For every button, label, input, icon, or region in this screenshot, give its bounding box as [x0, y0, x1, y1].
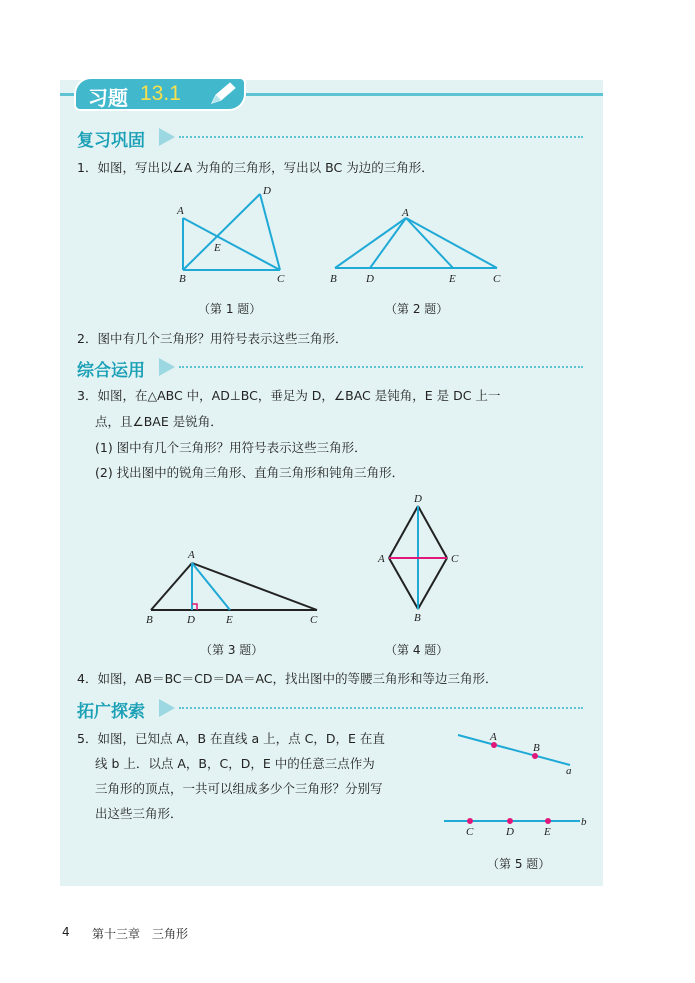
question-4: 4．如图，AB＝BC＝CD＝DA＝AC，找出图中的等腰三角形和等边三角形．: [77, 671, 498, 686]
section-explore-title: 拓广探索: [77, 702, 145, 722]
caption-figure-4: （第 4 题）: [385, 643, 449, 657]
question-5-line-4: 出这些三角形．: [95, 806, 183, 821]
fig5-label-c: C: [466, 826, 474, 838]
footer-chapter: 第十三章: [92, 927, 141, 941]
dotted-rule: [179, 366, 583, 368]
fig2-label-b: B: [330, 273, 337, 285]
fig1-label-d: D: [263, 185, 271, 197]
fig5-label-b: B: [533, 742, 540, 754]
banner-title: 习题: [88, 86, 128, 110]
fig4-label-a: A: [378, 553, 385, 565]
arrow-icon: [159, 358, 175, 376]
banner-number: 13.1: [140, 82, 181, 105]
fig2-label-e: E: [449, 273, 456, 285]
figure-1: [170, 184, 300, 284]
fig3-label-b: B: [146, 614, 153, 626]
fig5-label-a: A: [490, 731, 497, 743]
question-3-line-1: 3．如图，在△ABC 中，AD⊥BC，垂足为 D，∠BAC 是钝角，E 是 DC 上一: [77, 388, 501, 403]
fig4-label-c: C: [451, 553, 459, 565]
dotted-rule: [179, 707, 583, 709]
page-number: 4: [62, 925, 70, 939]
section-apply: [77, 356, 587, 381]
fig4-label-d: D: [414, 493, 422, 505]
section-review: [77, 126, 587, 151]
fig3-label-c: C: [310, 614, 318, 626]
fig2-label-a: A: [402, 207, 409, 219]
fig5-label-line-b: b: [581, 816, 587, 828]
fig5-label-line-a: a: [566, 765, 572, 777]
section-apply-title: 综合运用: [77, 361, 145, 381]
caption-figure-1: （第 1 题）: [198, 302, 262, 316]
pencil-icon: [208, 81, 238, 107]
caption-figure-5: （第 5 题）: [487, 857, 551, 871]
fig3-label-e: E: [226, 614, 233, 626]
question-3-sub-2: (2) 找出图中的锐角三角形、直角三角形和钝角三角形．: [95, 465, 405, 480]
question-5-line-1: 5．如图，已知点 A，B 在直线 a 上，点 C，D，E 在直: [77, 731, 385, 746]
question-3-sub-1: (1) 图中有几个三角形？用符号表示这些三角形．: [95, 440, 367, 455]
fig1-label-e: E: [214, 242, 221, 254]
fig1-label-c: C: [277, 273, 285, 285]
caption-figure-2: （第 2 题）: [385, 302, 449, 316]
fig4-label-b: B: [414, 612, 421, 624]
fig5-label-d: D: [506, 826, 514, 838]
exercise-banner: [76, 79, 244, 109]
figure-3: [140, 545, 330, 630]
fig2-label-d: D: [366, 273, 374, 285]
figure-2: [325, 204, 510, 284]
fig1-label-b: B: [179, 273, 186, 285]
figure-5: [440, 725, 595, 843]
dotted-rule: [179, 136, 583, 138]
fig5-label-e: E: [544, 826, 551, 838]
footer-chapter-title: 三角形: [152, 927, 189, 941]
arrow-icon: [159, 699, 175, 717]
question-2: 2．图中有几个三角形？用符号表示这些三角形．: [77, 331, 348, 346]
figure-4: [375, 490, 465, 624]
arrow-icon: [159, 128, 175, 146]
caption-figure-3: （第 3 题）: [200, 643, 264, 657]
fig3-label-a: A: [188, 549, 195, 561]
section-review-title: 复习巩固: [77, 131, 145, 151]
question-5-line-2: 线 b 上．以点 A，B，C，D，E 中的任意三点作为: [95, 756, 375, 771]
fig2-label-c: C: [493, 273, 501, 285]
fig1-label-a: A: [177, 205, 184, 217]
question-1: 1．如图，写出以∠A 为角的三角形，写出以 BC 为边的三角形．: [77, 160, 434, 175]
question-3-line-2: 点，且∠BAE 是锐角．: [95, 414, 223, 429]
question-5-line-3: 三角形的顶点，一共可以组成多少个三角形？分别写: [95, 781, 383, 796]
section-explore: [77, 697, 587, 722]
fig3-label-d: D: [187, 614, 195, 626]
